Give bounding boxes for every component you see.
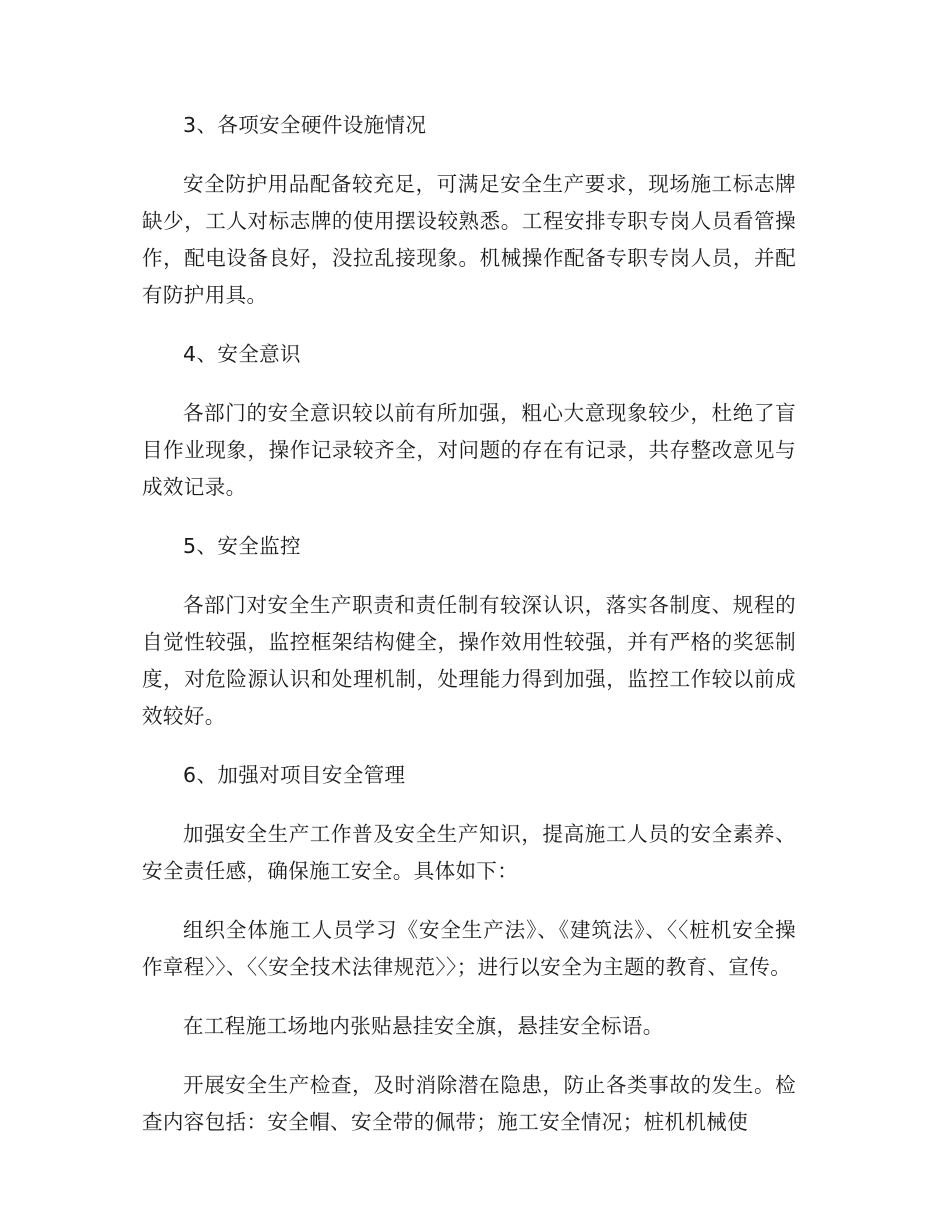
section-heading-hardware: 3、各项安全硬件设施情况	[183, 113, 427, 137]
paragraph-training: 组织全体施工人员学习《安全生产法》、《建筑法》、〈〈桩机安全操作章程〉〉、〈〈安全技术法律规范〉〉；进行以安全为主题的教育、宣传。	[142, 918, 796, 979]
paragraph-inspection: 开展安全生产检查，及时消除潜在隐患，防止各类事故的发生。检查内容包括：安全帽、安全带的佩带；施工安全情况；桩机机械使	[142, 1073, 796, 1134]
document-body	[142, 107, 796, 1163]
paragraph-monitoring: 各部门对安全生产职责和责任制有较深认识，落实各制度、规程的自觉性较强，监控框架结构健全，操作效用性较强，并有严格的奖惩制度，对危险源认识和处理机制，处理能力得到加强，监控工作较以前成效较好。	[142, 593, 796, 728]
paragraph-hardware: 安全防护用品配备较充足，可满足安全生产要求，现场施工标志牌缺少，工人对标志牌的使用摆设较熟悉。工程安排专职专岗人员看管操作，配电设备良好，没拉乱接现象。机械操作配备专职专岗人员，并配有防护用具。	[142, 172, 796, 307]
paragraph-awareness: 各部门的安全意识较以前有所加强，粗心大意现象较少，杜绝了盲目作业现象，操作记录较齐全，对问题的存在有记录，共存整改意见与成效记录。	[142, 401, 796, 499]
section-heading-management: 6、加强对项目安全管理	[183, 763, 406, 787]
paragraph-signage: 在工程施工场地内张贴悬挂安全旗，悬挂安全标语。	[183, 1014, 664, 1038]
section-heading-awareness: 4、安全意识	[183, 342, 301, 366]
paragraph-management: 加强安全生产工作普及安全生产知识，提高施工人员的安全素养、安全责任感，确保施工安全。具体如下：	[142, 822, 796, 883]
section-heading-monitoring: 5、安全监控	[183, 534, 301, 558]
